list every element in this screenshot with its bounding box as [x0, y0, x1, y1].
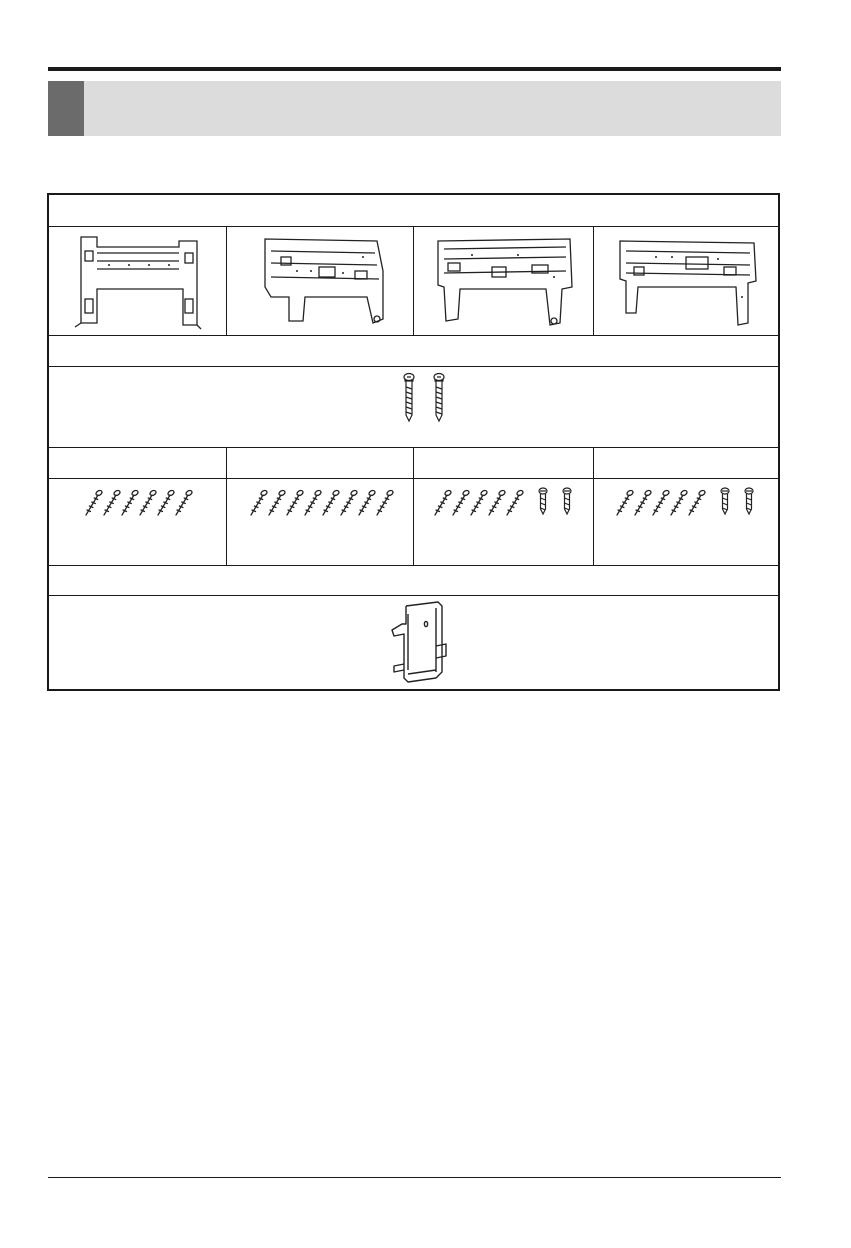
- installation-plate-icon: [414, 227, 594, 335]
- column-header-2: [227, 448, 414, 478]
- section-header: [48, 81, 781, 136]
- long-screw-icon: [471, 489, 488, 515]
- screw-set-cell-3: [414, 479, 594, 565]
- long-screw-icon: [341, 489, 358, 515]
- installation-plate-icon: [594, 227, 778, 335]
- short-screw-icon: [721, 488, 729, 514]
- screw-set-header-row: [49, 448, 778, 479]
- plate-cell-2: [227, 227, 414, 335]
- short-screw-icon: [563, 488, 571, 514]
- screw-set-icon: [414, 479, 594, 565]
- long-screw-icon: [617, 489, 634, 515]
- short-screw-icon: [539, 488, 547, 514]
- plate-cell-3: [414, 227, 594, 335]
- top-rule: [48, 67, 781, 71]
- long-screw-icon: [269, 489, 286, 515]
- long-screw-icon: [653, 489, 670, 515]
- long-screw-icon: [158, 489, 175, 515]
- installation-plate-icon: [49, 227, 227, 335]
- long-screw-icon: [435, 489, 452, 515]
- screw-header-row: [49, 336, 778, 367]
- tapping-screw-pair-icon: [394, 371, 454, 427]
- plate-cell-4: [594, 227, 778, 335]
- screw-set-cell-4: [594, 479, 778, 565]
- long-screw-icon: [377, 489, 394, 515]
- long-screw-icon: [671, 489, 688, 515]
- long-screw-icon: [323, 489, 340, 515]
- screw-set-row: [49, 479, 778, 566]
- long-screw-icon: [287, 489, 304, 515]
- footer-rule: [48, 1177, 781, 1178]
- screw-set-cell-1: [49, 479, 227, 565]
- long-screw-icon: [305, 489, 322, 515]
- long-screw-icon: [140, 489, 157, 515]
- short-screw-icon: [745, 488, 753, 514]
- plate-header-row: [49, 195, 778, 227]
- screw-pair-row: [49, 367, 778, 448]
- column-header-3: [414, 448, 594, 478]
- long-screw-icon: [635, 489, 652, 515]
- holder-row: [49, 596, 778, 689]
- column-header-1: [49, 448, 227, 478]
- plates-row: [49, 227, 778, 336]
- screw-set-icon: [594, 479, 778, 565]
- long-screw-icon: [489, 489, 506, 515]
- remote-controller-holder-icon: [384, 600, 454, 686]
- installation-plate-icon: [227, 227, 414, 335]
- column-header-4: [594, 448, 778, 478]
- long-screw-icon: [122, 489, 139, 515]
- screw-set-icon: [49, 479, 227, 565]
- long-screw-icon: [453, 489, 470, 515]
- long-screw-icon: [689, 489, 706, 515]
- long-screw-icon: [176, 489, 193, 515]
- section-tab: [48, 81, 84, 136]
- long-screw-icon: [507, 489, 524, 515]
- parts-table: [47, 193, 780, 691]
- long-screw-icon: [86, 489, 103, 515]
- long-screw-icon: [104, 489, 121, 515]
- screw-set-icon: [227, 479, 414, 565]
- long-screw-icon: [251, 489, 268, 515]
- holder-header-row: [49, 566, 778, 596]
- screw-set-cell-2: [227, 479, 414, 565]
- long-screw-icon: [359, 489, 376, 515]
- plate-cell-1: [49, 227, 227, 335]
